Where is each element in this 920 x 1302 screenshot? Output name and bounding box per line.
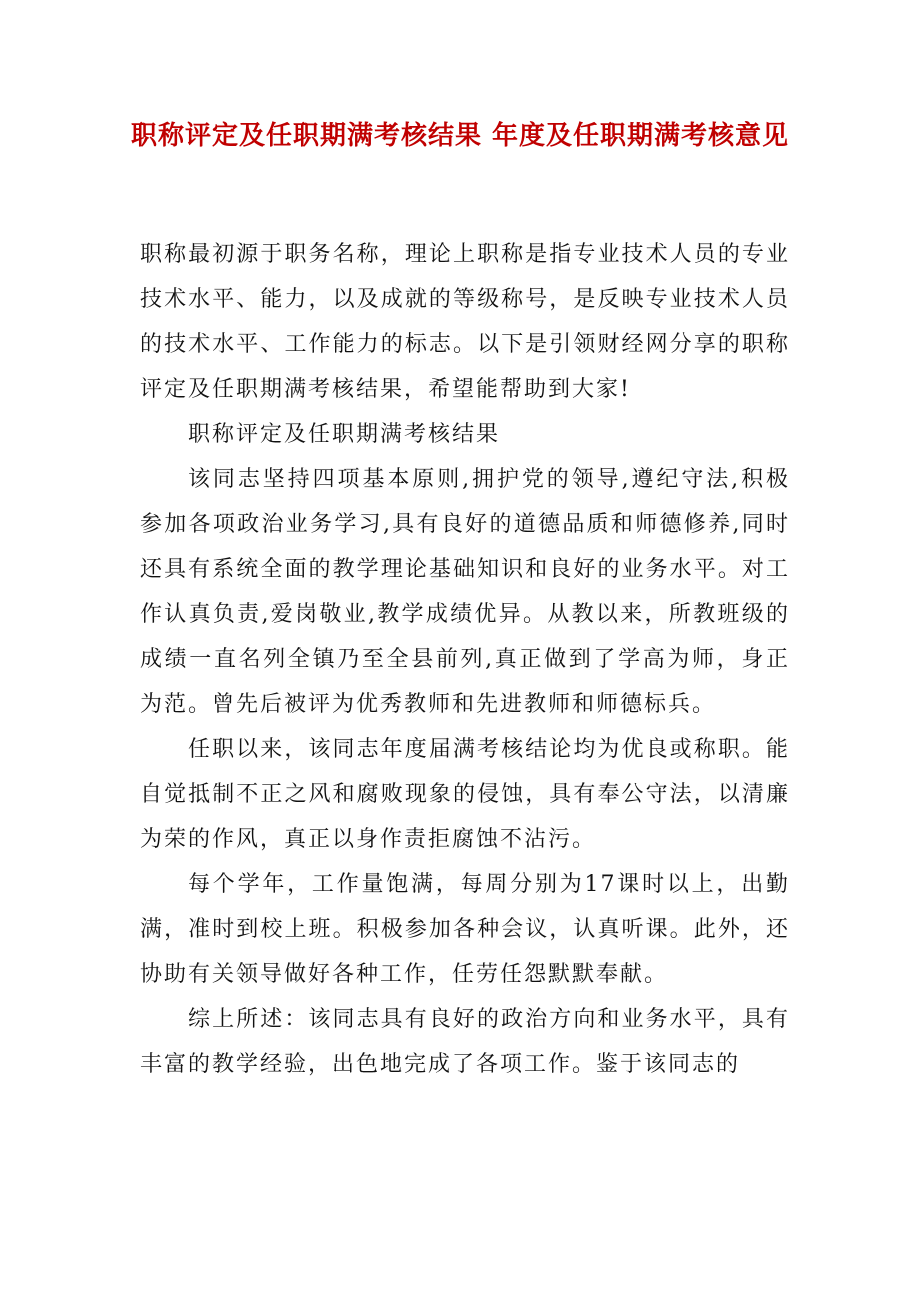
document-body xyxy=(140,232,790,1087)
body-paragraph-2: 任职以来，该同志年度届满考核结论均为优良或称职。能自觉抵制不正之风和腐败现象的侵蚀，具有奉公守法，以清廉为荣的作风，真正以身作责拒腐蚀不沾污。 xyxy=(140,737,790,852)
body-paragraph-3: 每个学年，工作量饱满，每周分别为17课时以上，出勤满，准时到校上班。积极参加各种会议，认真听课。此外，还协助有关领导做好各种工作，任劳任怨默默奉献。 xyxy=(140,872,790,987)
document-title: 职称评定及任职期满考核结果 年度及任职期满考核意见 xyxy=(130,121,790,151)
section-heading: 职称评定及任职期满考核结果 xyxy=(188,422,501,447)
intro-paragraph: 职称最初源于职务名称，理论上职称是指专业技术人员的专业技术水平、能力，以及成就的等级称号，是反映专业技术人员的技术水平、工作能力的标志。以下是引领财经网分享的职称评定及任职期满考核结果，希望能帮助到大家! xyxy=(140,242,790,402)
body-paragraph-1: 该同志坚持四项基本原则,拥护党的领导,遵纪守法,积极参加各项政治业务学习,具有良好的道德品质和师德修养,同时还具有系统全面的教学理论基础知识和良好的业务水平。对工作认真负责,爱岗敬业,教学成绩优异。从教以来，所教班级的成绩一直名列全镇乃至全县前列,真正做到了学高为师，身正为范。曾先后被评为优秀教师和先进教师和师德标兵。 xyxy=(140,467,790,717)
body-paragraph-4: 综上所述：该同志具有良好的政治方向和业务水平，具有丰富的教学经验，出色地完成了各项工作。鉴于该同志的 xyxy=(140,1007,790,1077)
